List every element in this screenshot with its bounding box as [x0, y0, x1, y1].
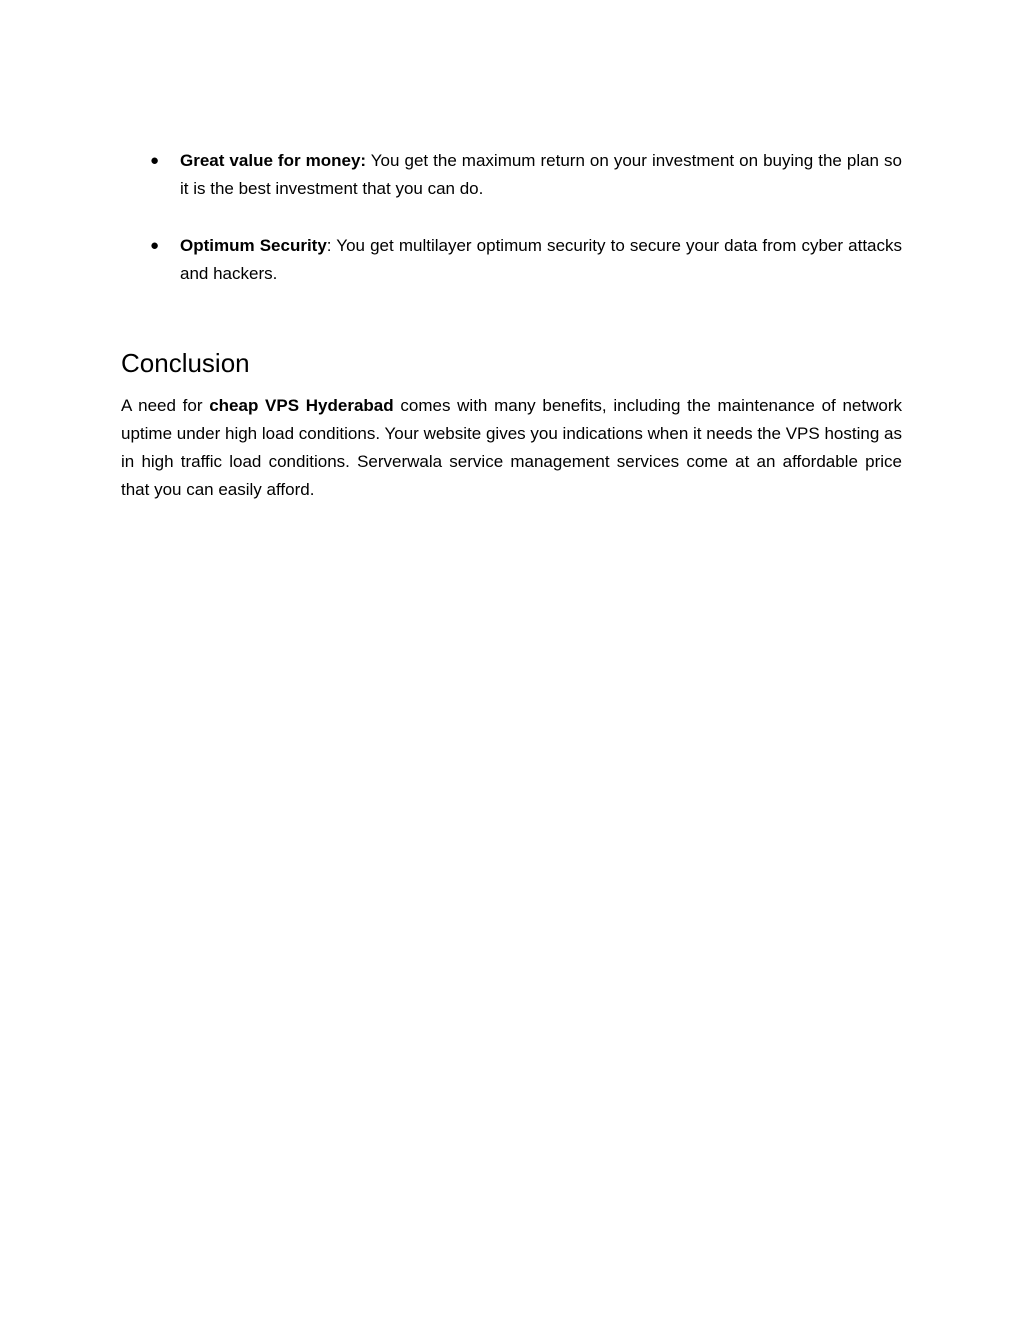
conclusion-text-start: A need for — [121, 396, 210, 415]
bullet-icon: ● — [150, 152, 160, 169]
conclusion-keyword: cheap VPS Hyderabad — [209, 396, 394, 415]
list-item-term: Optimum Security — [180, 236, 327, 255]
list-item-optimum-security — [150, 232, 902, 288]
list-item-description: : You get multilayer optimum security to secure your data from cyber attacks and hackers. — [180, 236, 902, 283]
list-item-term: Great value for money: — [180, 151, 367, 170]
conclusion-heading: Conclusion — [121, 348, 250, 378]
conclusion-paragraph — [121, 392, 902, 504]
bullet-icon: ● — [150, 237, 160, 254]
conclusion-text-rest: comes with many benefits, including the maintenance of network uptime under high load conditions. Your website gives you indications when it needs the VPS hosting as in high traffic load conditions. Serverwala service management services come at an affordable price that you can easily afford. — [121, 396, 902, 499]
benefits-list — [150, 147, 902, 317]
list-item-value-for-money — [150, 147, 902, 203]
list-item-description: You get the maximum return on your investment on buying the plan so it is the best investment that you can do. — [180, 151, 902, 198]
